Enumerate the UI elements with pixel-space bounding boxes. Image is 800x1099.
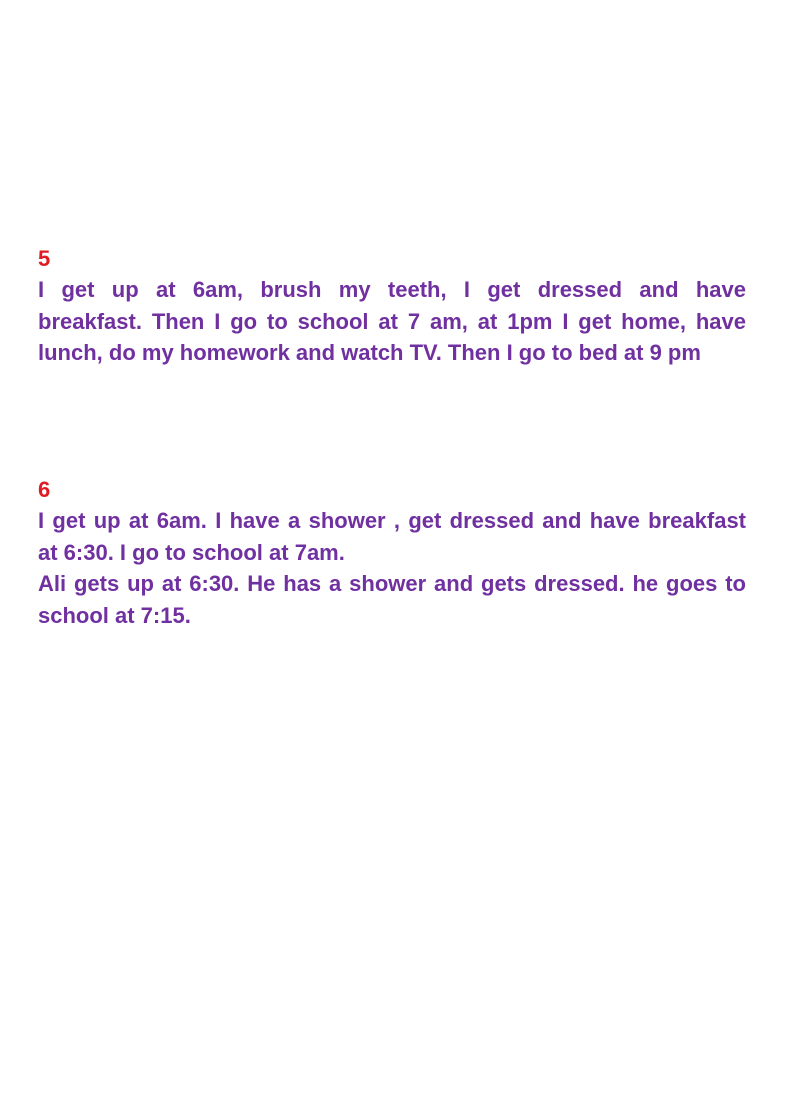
section-number: 5 xyxy=(38,246,51,271)
answer-section-6 xyxy=(38,474,746,631)
text-line: I get up at 6am. I have a shower , get dressed and have breakfast xyxy=(38,508,746,533)
answer-paragraph xyxy=(38,505,746,631)
answer-paragraph xyxy=(38,274,746,369)
text-line: school at 7:15. xyxy=(38,602,191,628)
answer-section-5 xyxy=(38,243,746,369)
text-line: Ali gets up at 6:30. He has a shower and gets dressed. he goes to xyxy=(38,571,746,596)
text-line: breakfast. Then I go to school at 7 am, at 1pm I get home, have xyxy=(38,308,746,334)
text-line: I get up at 6am, brush my teeth, I get dressed and have xyxy=(38,277,746,302)
text-line: lunch, do my homework and watch TV. Then I go to bed at 9 pm xyxy=(38,340,701,365)
section-number: 6 xyxy=(38,477,51,502)
text-line: at 6:30. I go to school at 7am. xyxy=(38,539,345,565)
